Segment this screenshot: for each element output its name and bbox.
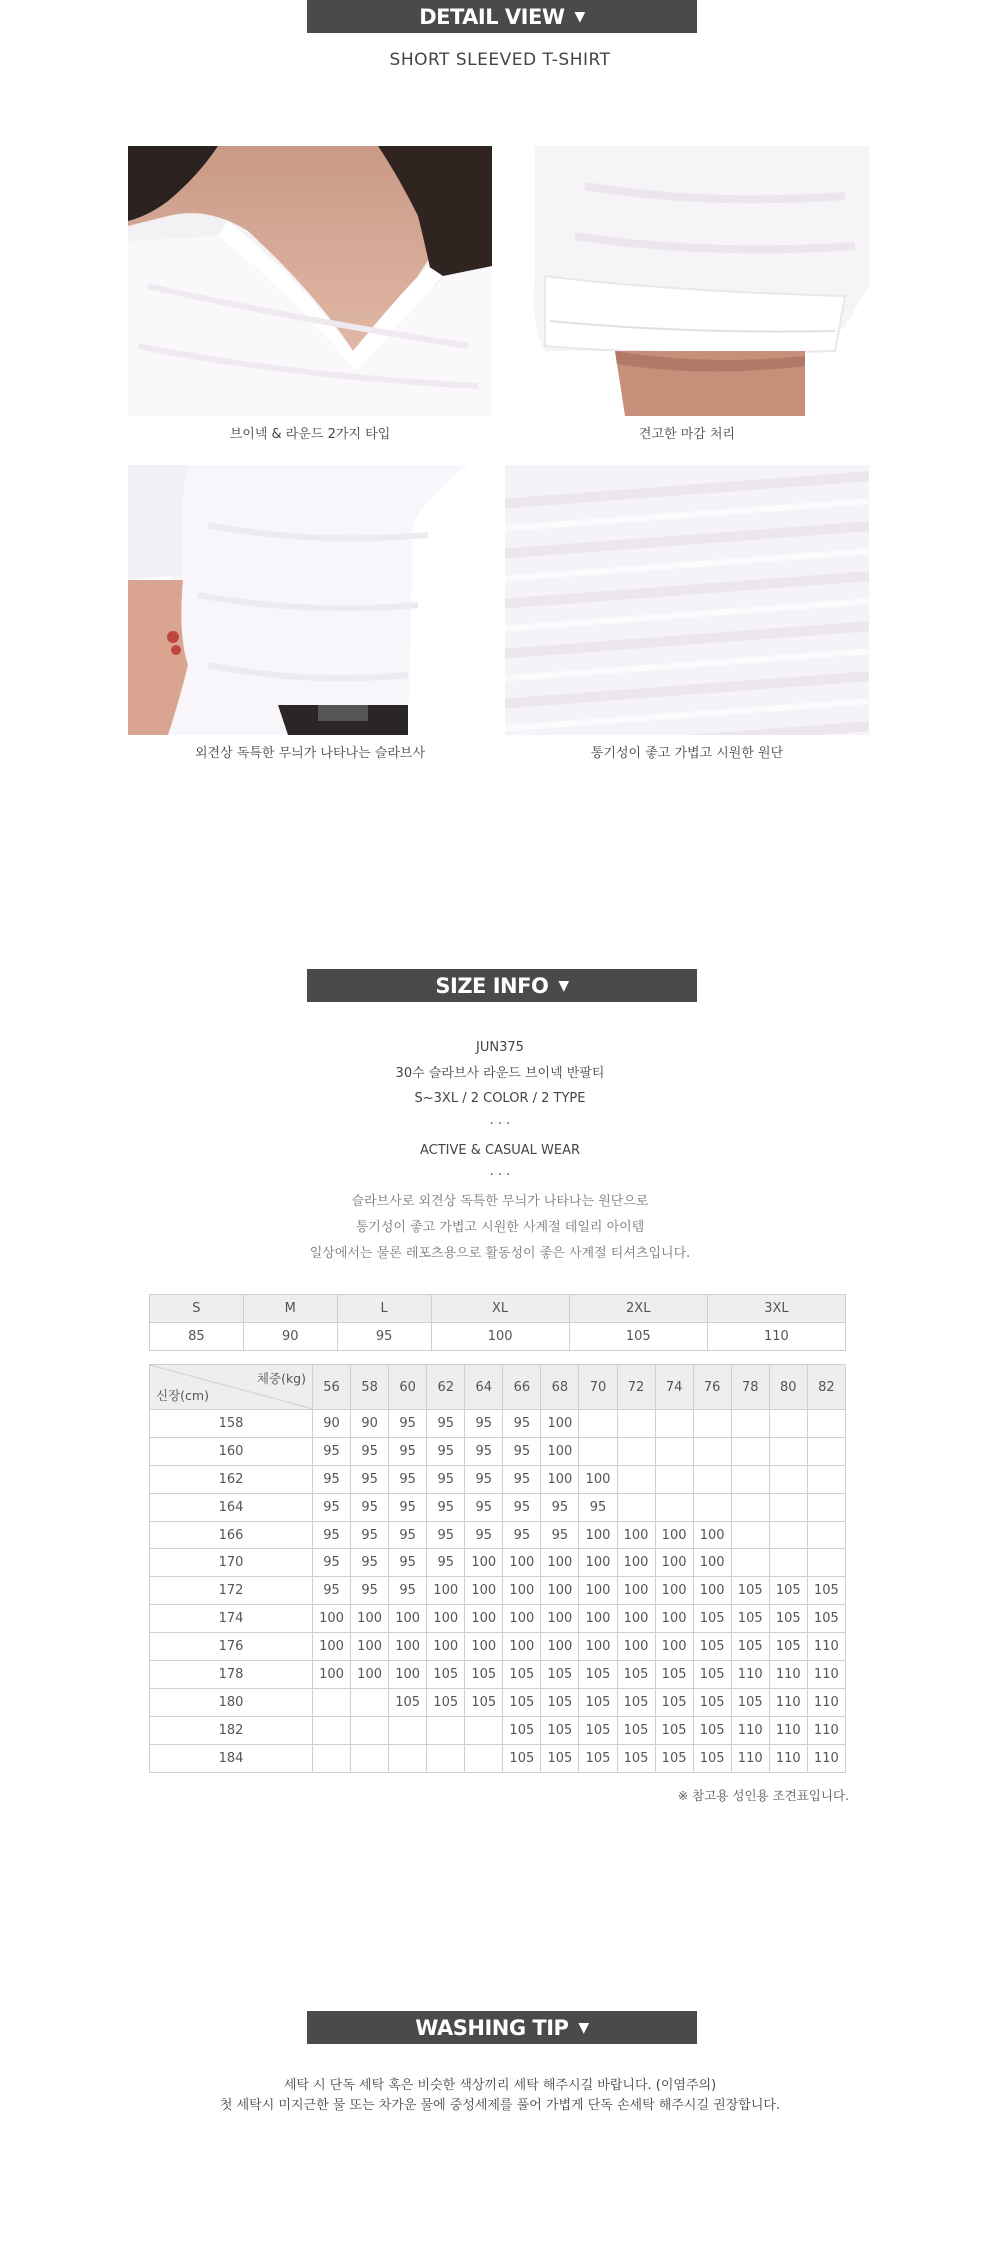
fit-size-cell: 105	[769, 1577, 807, 1605]
fit-size-cell: 100	[579, 1549, 617, 1577]
fit-size-cell: 100	[503, 1549, 541, 1577]
fit-size-cell	[655, 1465, 693, 1493]
fit-size-cell: 95	[389, 1549, 427, 1577]
weight-header: 82	[807, 1365, 845, 1410]
fit-size-cell: 110	[731, 1661, 769, 1689]
triangle-down-icon: ▼	[574, 8, 585, 25]
fit-size-cell: 105	[655, 1744, 693, 1772]
fit-size-cell	[693, 1493, 731, 1521]
fit-size-cell	[427, 1744, 465, 1772]
weight-header: 62	[427, 1365, 465, 1410]
fit-size-cell: 95	[427, 1549, 465, 1577]
fit-chart-row	[150, 1744, 846, 1772]
fit-size-cell	[807, 1410, 845, 1438]
fit-size-cell	[807, 1521, 845, 1549]
fit-size-cell: 95	[389, 1521, 427, 1549]
weight-header: 80	[769, 1365, 807, 1410]
fit-size-cell	[655, 1437, 693, 1465]
fit-size-cell	[655, 1410, 693, 1438]
size-label: 2XL	[569, 1295, 707, 1323]
fit-size-cell: 105	[579, 1661, 617, 1689]
fit-size-cell: 105	[693, 1633, 731, 1661]
fit-size-cell: 100	[541, 1437, 579, 1465]
fit-size-cell: 105	[541, 1716, 579, 1744]
fit-size-cell	[731, 1465, 769, 1493]
fit-chart-row	[150, 1437, 846, 1465]
height-value: 176	[150, 1633, 313, 1661]
fit-size-cell: 95	[313, 1549, 351, 1577]
fit-chart-row	[150, 1549, 846, 1577]
fit-size-cell	[617, 1437, 655, 1465]
fit-size-cell	[693, 1410, 731, 1438]
fit-size-cell: 105	[769, 1605, 807, 1633]
fit-chart-corner	[150, 1365, 313, 1410]
fit-size-cell: 95	[541, 1521, 579, 1549]
fit-size-cell: 100	[693, 1549, 731, 1577]
fit-size-cell: 105	[655, 1661, 693, 1689]
fit-size-cell: 100	[655, 1633, 693, 1661]
fit-size-cell: 105	[503, 1716, 541, 1744]
fit-size-cell: 105	[541, 1661, 579, 1689]
size-value: 100	[431, 1323, 569, 1351]
fit-size-cell: 105	[541, 1744, 579, 1772]
height-value: 174	[150, 1605, 313, 1633]
fit-size-cell: 105	[503, 1688, 541, 1716]
weight-header: 58	[351, 1365, 389, 1410]
fit-size-cell: 95	[503, 1410, 541, 1438]
fit-size-cell: 95	[351, 1493, 389, 1521]
fit-size-cell: 105	[731, 1633, 769, 1661]
fit-size-cell: 110	[769, 1716, 807, 1744]
washing-line: 첫 세탁시 미지근한 물 또는 차가운 물에 중성세제를 풀어 가볍게 단독 손세탁 해주시길 권장합니다.	[219, 2098, 781, 2113]
fit-size-cell: 95	[351, 1465, 389, 1493]
fit-size-cell: 105	[693, 1716, 731, 1744]
height-value: 166	[150, 1521, 313, 1549]
fit-size-cell: 100	[351, 1661, 389, 1689]
fit-size-cell: 100	[351, 1633, 389, 1661]
washing-line: 세탁 시 단독 세탁 혹은 비슷한 색상끼리 세탁 해주시길 바랍니다. (이염주의)	[283, 2078, 717, 2093]
fit-size-cell: 105	[693, 1661, 731, 1689]
fit-size-cell: 105	[503, 1744, 541, 1772]
fit-size-cell	[769, 1410, 807, 1438]
fit-size-cell: 95	[389, 1577, 427, 1605]
fit-size-cell	[389, 1744, 427, 1772]
fit-size-cell: 95	[503, 1493, 541, 1521]
fit-size-cell	[351, 1744, 389, 1772]
fit-size-cell: 105	[427, 1688, 465, 1716]
fit-size-cell	[769, 1549, 807, 1577]
height-value: 182	[150, 1716, 313, 1744]
fit-size-cell: 100	[465, 1577, 503, 1605]
fit-size-cell: 95	[503, 1521, 541, 1549]
fit-size-cell: 100	[579, 1577, 617, 1605]
fit-size-cell	[769, 1493, 807, 1521]
size-label: L	[337, 1295, 431, 1323]
fit-size-cell: 105	[579, 1716, 617, 1744]
fit-size-cell: 100	[389, 1633, 427, 1661]
fit-size-cell: 105	[465, 1661, 503, 1689]
fit-size-cell: 100	[541, 1549, 579, 1577]
weight-header: 60	[389, 1365, 427, 1410]
torso-photo	[128, 465, 492, 735]
fit-size-cell: 105	[617, 1661, 655, 1689]
size-value: 95	[337, 1323, 431, 1351]
fit-size-cell: 100	[389, 1661, 427, 1689]
info-divider: · · ·	[489, 1117, 511, 1133]
fit-size-cell: 95	[541, 1493, 579, 1521]
fit-size-cell	[807, 1465, 845, 1493]
fit-size-cell: 95	[465, 1521, 503, 1549]
fit-size-cell: 100	[503, 1577, 541, 1605]
fit-size-cell: 95	[313, 1493, 351, 1521]
fit-size-cell: 100	[655, 1521, 693, 1549]
product-code: JUN375	[476, 1040, 524, 1055]
fit-size-cell: 95	[351, 1437, 389, 1465]
fit-size-cell: 110	[807, 1633, 845, 1661]
fit-size-cell: 105	[731, 1577, 769, 1605]
fit-size-cell	[351, 1716, 389, 1744]
detail-view-title: DETAIL VIEW	[419, 4, 565, 29]
weight-header: 70	[579, 1365, 617, 1410]
fit-size-cell: 100	[617, 1549, 655, 1577]
fit-size-cell: 100	[389, 1605, 427, 1633]
fit-size-cell: 90	[313, 1410, 351, 1438]
fit-size-cell: 100	[617, 1521, 655, 1549]
fit-size-cell	[731, 1549, 769, 1577]
size-value: 105	[569, 1323, 707, 1351]
product-description-line: 통기성이 좋고 가볍고 시원한 사계절 데일리 아이템	[355, 1219, 645, 1235]
fit-size-cell: 100	[465, 1605, 503, 1633]
fit-size-cell	[579, 1410, 617, 1438]
fit-size-cell: 100	[503, 1605, 541, 1633]
fit-size-cell	[617, 1410, 655, 1438]
fit-size-cell: 105	[693, 1605, 731, 1633]
fit-size-cell: 110	[731, 1716, 769, 1744]
fit-size-cell: 95	[579, 1493, 617, 1521]
fit-size-cell	[731, 1410, 769, 1438]
fit-size-cell: 105	[807, 1577, 845, 1605]
washing-tip-title: WASHING TIP	[415, 2015, 569, 2040]
fit-size-cell: 105	[389, 1688, 427, 1716]
fit-size-cell: 95	[313, 1521, 351, 1549]
fit-size-cell	[617, 1465, 655, 1493]
size-label: S	[150, 1295, 244, 1323]
size-value: 85	[150, 1323, 244, 1351]
fit-size-cell: 105	[731, 1605, 769, 1633]
fit-size-cell	[427, 1716, 465, 1744]
fit-size-cell: 100	[579, 1633, 617, 1661]
fit-size-cell	[731, 1521, 769, 1549]
fit-size-cell: 95	[351, 1549, 389, 1577]
fit-size-cell: 100	[313, 1605, 351, 1633]
height-value: 180	[150, 1688, 313, 1716]
fit-size-cell: 105	[579, 1688, 617, 1716]
fit-size-cell: 100	[465, 1549, 503, 1577]
fit-size-cell: 100	[655, 1577, 693, 1605]
size-info-title: SIZE INFO	[435, 973, 549, 998]
fit-size-cell: 100	[541, 1633, 579, 1661]
fit-chart-header	[150, 1365, 846, 1410]
fabric-texture-caption: 통기성이 좋고 가볍고 시원한 원단	[590, 746, 784, 761]
fit-size-cell: 110	[731, 1744, 769, 1772]
fit-size-cell: 110	[807, 1661, 845, 1689]
fit-size-cell: 100	[541, 1605, 579, 1633]
product-description-line: 일상에서는 물론 레포츠용으로 활동성이 좋은 사계절 티셔츠입니다.	[309, 1245, 691, 1261]
fabric-texture-photo	[505, 465, 869, 735]
fit-size-cell: 110	[769, 1688, 807, 1716]
fit-size-cell	[807, 1437, 845, 1465]
fit-size-cell: 100	[541, 1577, 579, 1605]
fit-size-cell: 100	[655, 1549, 693, 1577]
washing-instructions	[0, 2076, 1000, 2116]
product-subtitle: SHORT SLEEVED T-SHIRT	[389, 50, 611, 70]
fit-size-cell: 110	[807, 1716, 845, 1744]
height-value: 178	[150, 1661, 313, 1689]
fit-size-cell	[807, 1493, 845, 1521]
fit-size-cell: 100	[617, 1633, 655, 1661]
fit-size-cell: 100	[693, 1577, 731, 1605]
product-name: 30수 슬라브사 라운드 브이넥 반팔티	[395, 1065, 605, 1081]
fit-size-cell: 95	[389, 1465, 427, 1493]
fit-size-cell: 110	[769, 1744, 807, 1772]
fit-size-cell	[693, 1465, 731, 1493]
fit-size-cell: 100	[617, 1605, 655, 1633]
fit-size-cell: 95	[389, 1437, 427, 1465]
fit-size-cell: 105	[617, 1688, 655, 1716]
fit-size-cell: 105	[807, 1605, 845, 1633]
fit-size-cell	[389, 1716, 427, 1744]
fit-chart-row	[150, 1688, 846, 1716]
fit-size-cell: 100	[541, 1465, 579, 1493]
fit-chart-table	[149, 1364, 846, 1773]
fit-size-cell: 100	[579, 1465, 617, 1493]
fit-size-cell: 95	[427, 1493, 465, 1521]
v-neck-photo	[128, 146, 492, 416]
fit-size-cell: 95	[503, 1437, 541, 1465]
fit-size-cell: 105	[617, 1744, 655, 1772]
fit-size-cell: 95	[389, 1493, 427, 1521]
fit-size-cell: 95	[389, 1410, 427, 1438]
size-value: 90	[243, 1323, 337, 1351]
fit-size-cell: 100	[503, 1633, 541, 1661]
fit-size-cell: 110	[807, 1744, 845, 1772]
fit-size-cell: 105	[655, 1688, 693, 1716]
height-value: 158	[150, 1410, 313, 1438]
fit-size-cell: 100	[351, 1605, 389, 1633]
weight-header: 66	[503, 1365, 541, 1410]
fit-chart-row	[150, 1465, 846, 1493]
weight-header: 64	[465, 1365, 503, 1410]
fit-size-cell: 95	[351, 1577, 389, 1605]
fit-chart-row	[150, 1577, 846, 1605]
product-description-line: 슬라브사로 외견상 독특한 무늬가 나타나는 원단으로	[351, 1194, 649, 1210]
sleeve-hem-caption: 견고한 마감 처리	[638, 427, 736, 442]
height-value: 162	[150, 1465, 313, 1493]
fit-size-cell	[313, 1688, 351, 1716]
fit-chart-row	[150, 1493, 846, 1521]
torso-caption: 외견상 독특한 무늬가 나타나는 슬라브사	[194, 746, 425, 761]
fit-size-cell: 95	[427, 1521, 465, 1549]
height-value: 160	[150, 1437, 313, 1465]
height-value: 184	[150, 1744, 313, 1772]
fit-size-cell	[731, 1437, 769, 1465]
fit-size-cell: 105	[769, 1633, 807, 1661]
fit-size-cell: 100	[617, 1577, 655, 1605]
triangle-down-icon: ▼	[558, 977, 569, 994]
fit-size-cell: 105	[617, 1716, 655, 1744]
fit-size-cell: 100	[427, 1633, 465, 1661]
size-value: 110	[707, 1323, 845, 1351]
fit-chart-row	[150, 1410, 846, 1438]
fit-size-cell: 95	[313, 1437, 351, 1465]
fit-size-cell	[769, 1521, 807, 1549]
fit-size-cell	[769, 1465, 807, 1493]
product-category: ACTIVE & CASUAL WEAR	[419, 1142, 581, 1158]
size-label: XL	[431, 1295, 569, 1323]
fit-size-cell: 105	[655, 1716, 693, 1744]
fit-size-cell	[465, 1744, 503, 1772]
fit-size-cell	[351, 1688, 389, 1716]
fit-size-cell: 95	[427, 1437, 465, 1465]
fit-size-cell: 105	[503, 1661, 541, 1689]
size-info-banner	[307, 969, 697, 1002]
fit-size-cell: 105	[541, 1688, 579, 1716]
size-label: M	[243, 1295, 337, 1323]
fit-size-cell: 95	[313, 1577, 351, 1605]
fit-size-cell	[579, 1437, 617, 1465]
fit-size-cell: 100	[579, 1605, 617, 1633]
sleeve-hem-photo	[505, 146, 869, 416]
fit-size-cell: 105	[731, 1688, 769, 1716]
fit-size-cell: 95	[351, 1521, 389, 1549]
fit-size-cell: 95	[313, 1465, 351, 1493]
fit-size-cell: 95	[465, 1437, 503, 1465]
triangle-down-icon: ▼	[578, 2019, 589, 2036]
weight-header: 68	[541, 1365, 579, 1410]
fit-size-cell	[655, 1493, 693, 1521]
fit-size-cell	[731, 1493, 769, 1521]
fit-size-cell: 100	[693, 1521, 731, 1549]
fit-size-cell	[693, 1437, 731, 1465]
fit-size-cell: 105	[465, 1688, 503, 1716]
fit-size-cell	[313, 1744, 351, 1772]
fit-size-cell: 100	[313, 1633, 351, 1661]
fit-size-cell: 105	[427, 1661, 465, 1689]
fit-size-cell: 100	[313, 1661, 351, 1689]
height-value: 172	[150, 1577, 313, 1605]
fit-size-cell: 100	[541, 1410, 579, 1438]
weight-header: 74	[655, 1365, 693, 1410]
fit-size-cell	[313, 1716, 351, 1744]
height-value: 170	[150, 1549, 313, 1577]
fit-size-cell: 100	[655, 1605, 693, 1633]
fit-size-cell: 95	[503, 1465, 541, 1493]
fit-size-cell: 100	[579, 1521, 617, 1549]
fit-size-cell: 90	[351, 1410, 389, 1438]
detail-view-banner	[307, 0, 697, 33]
weight-header: 72	[617, 1365, 655, 1410]
height-axis-label: 신장(cm)	[156, 1388, 209, 1403]
fit-chart-row	[150, 1605, 846, 1633]
fit-size-cell	[465, 1716, 503, 1744]
size-label: 3XL	[707, 1295, 845, 1323]
washing-tip-banner	[307, 2011, 697, 2044]
fit-chart-row	[150, 1521, 846, 1549]
fit-size-cell: 110	[769, 1661, 807, 1689]
fit-size-cell	[617, 1493, 655, 1521]
weight-header: 56	[313, 1365, 351, 1410]
fit-size-cell: 100	[465, 1633, 503, 1661]
fit-size-cell: 95	[465, 1493, 503, 1521]
fit-size-cell: 105	[693, 1688, 731, 1716]
fit-size-cell	[769, 1437, 807, 1465]
fit-size-cell: 110	[807, 1688, 845, 1716]
fit-size-cell: 100	[427, 1605, 465, 1633]
fit-chart-row	[150, 1633, 846, 1661]
fit-size-cell: 95	[465, 1410, 503, 1438]
size-table-row	[150, 1323, 846, 1351]
fit-size-cell: 95	[465, 1465, 503, 1493]
size-table	[149, 1294, 846, 1351]
fit-size-cell: 95	[427, 1410, 465, 1438]
height-value: 164	[150, 1493, 313, 1521]
info-divider: · · ·	[489, 1168, 511, 1184]
weight-header: 78	[731, 1365, 769, 1410]
fit-size-cell: 105	[693, 1744, 731, 1772]
fit-size-cell: 95	[427, 1465, 465, 1493]
product-options: S~3XL / 2 COLOR / 2 TYPE	[414, 1091, 586, 1107]
v-neck-caption: 브이넥 & 라운드 2가지 타입	[229, 427, 391, 442]
fit-size-cell: 105	[579, 1744, 617, 1772]
fit-chart-row	[150, 1661, 846, 1689]
reference-note: ※ 참고용 성인용 조견표입니다.	[677, 1788, 849, 1803]
product-info	[0, 1035, 1000, 1266]
size-table-header	[150, 1295, 846, 1323]
weight-axis-label: 체중(kg)	[256, 1371, 306, 1386]
weight-header: 76	[693, 1365, 731, 1410]
fit-size-cell	[807, 1549, 845, 1577]
fit-chart-row	[150, 1716, 846, 1744]
fit-size-cell: 100	[427, 1577, 465, 1605]
